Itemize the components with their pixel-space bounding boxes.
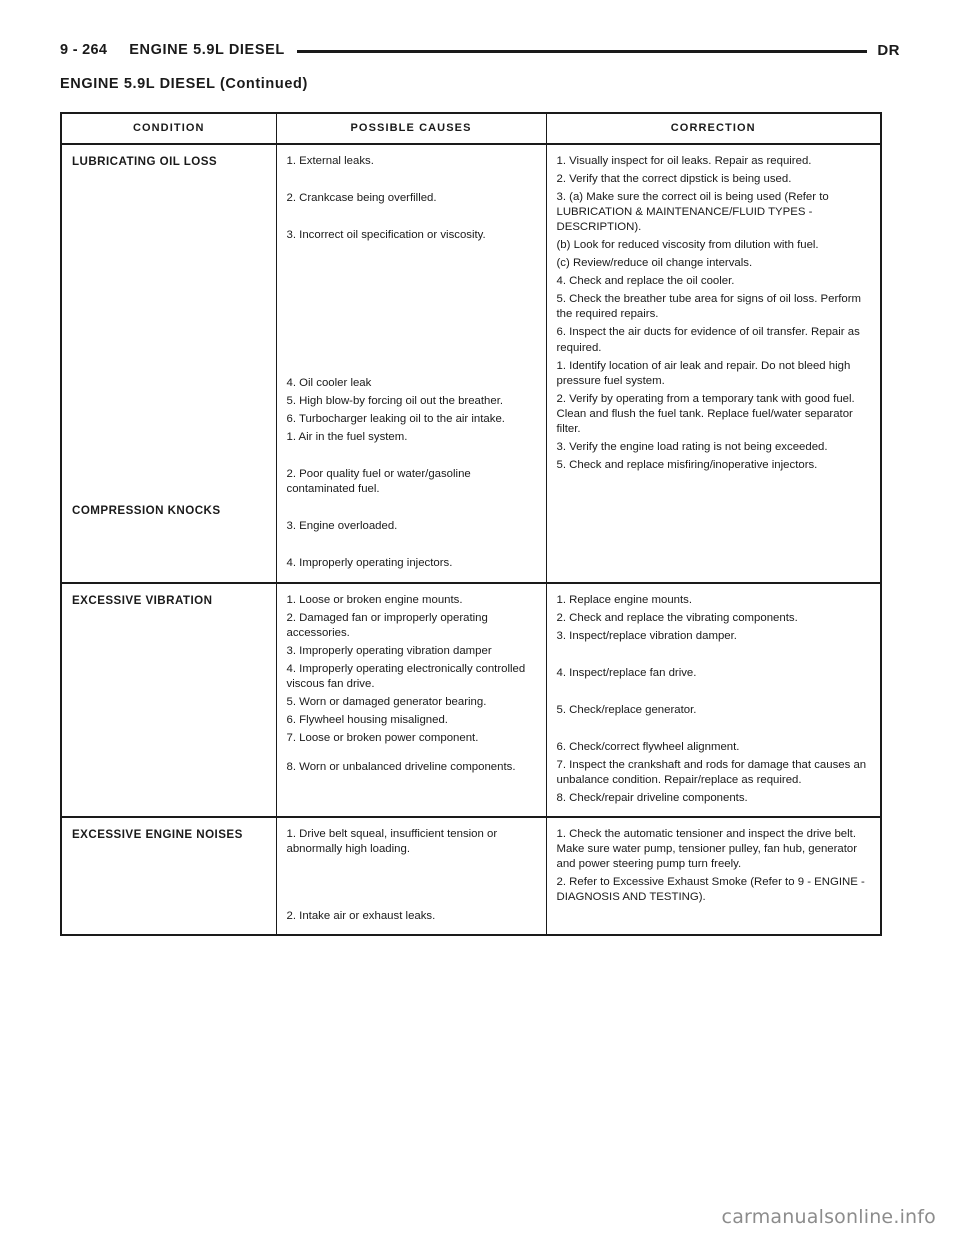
correction-cell (546, 817, 881, 935)
list-item: 4. Inspect/replace fan drive. (556, 666, 697, 679)
list-item: 2. Check and replace the vibrating components. (556, 611, 798, 624)
column-header-condition: CONDITION (61, 113, 276, 144)
table-header-row (61, 113, 881, 144)
header-rule (297, 50, 868, 53)
condition-label: EXCESSIVE ENGINE NOISES (72, 827, 243, 841)
list-item: 3. Improperly operating vibration damper (286, 644, 492, 657)
correction-cell (546, 583, 881, 817)
list-item: 5. Check/replace generator. (556, 703, 697, 716)
list-item: 6. Inspect the air ducts for evidence of oil transfer. Repair as required. (556, 326, 860, 354)
condition-cell (61, 144, 276, 583)
list-item: 1. External leaks. (286, 155, 374, 167)
list-item: 5. Check the breather tube area for signs of oil loss. Perform the required repairs. (556, 293, 862, 321)
list-item: (b) Look for reduced viscosity from dilution with fuel. (556, 239, 819, 252)
list-item: 2. Crankcase being overfilled. (286, 192, 437, 205)
site-watermark: carmanualsonline.info (721, 1206, 936, 1228)
corrections-list (557, 827, 871, 905)
list-item: 1. Visually inspect for oil leaks. Repair as required. (556, 155, 812, 167)
list-item: 2. Verify that the correct dipstick is being used. (556, 173, 792, 186)
list-item: 7. Inspect the crankshaft and rods for damage that causes an unbalance condition. Repair/replace as required. (556, 758, 867, 786)
list-item: 3. Incorrect oil specification or viscosity. (286, 229, 486, 242)
diagnostic-chart-table (60, 112, 882, 936)
list-item: 5. Worn or damaged generator bearing. (286, 695, 487, 708)
list-item: 6. Turbocharger leaking oil to the air intake. (286, 413, 505, 426)
column-header-correction: CORRECTION (546, 113, 881, 144)
running-title: ENGINE 5.9L DIESEL (129, 42, 285, 58)
list-item: 5. Check and replace misfiring/inoperative injectors. (556, 458, 818, 471)
condition-cell (61, 817, 276, 935)
running-header (60, 38, 900, 62)
correction-cell (546, 144, 881, 583)
condition-label: LUBRICATING OIL LOSS (72, 155, 218, 168)
condition-cell (61, 583, 276, 817)
list-item: 3. Verify the engine load rating is not being exceeded. (556, 440, 828, 453)
list-item: 1. Check the automatic tensioner and inspect the drive belt. Make sure water pump, tensioner pulley, fan hub, generator and power steering pump turn freely. (556, 827, 858, 871)
list-item: 1. Replace engine mounts. (556, 593, 693, 606)
list-item: 2. Verify by operating from a temporary tank with good fuel. Clean and flush the fuel tank. Replace fuel/water separator filter. (556, 392, 855, 435)
list-item: 1. Identify location of air leak and repair. Do not bleed high pressure fuel system. (556, 359, 851, 387)
list-item: 6. Flywheel housing misaligned. (286, 713, 448, 726)
column-header-possible-causes: POSSIBLE CAUSES (276, 113, 546, 144)
table-row (61, 817, 881, 935)
section-continued-heading: ENGINE 5.9L DIESEL (Continued) (60, 76, 308, 92)
possible-causes-cell (276, 144, 546, 583)
corrections-list (557, 593, 871, 806)
list-item: 6. Check/correct flywheel alignment. (556, 740, 740, 753)
list-item: 3. (a) Make sure the correct oil is being used (Refer to LUBRICATION & MAINTENANCE/FLUID TYPES - DESCRIPTION). (556, 191, 829, 234)
causes-list (287, 827, 536, 924)
causes-list (287, 154, 536, 572)
list-item: 4. Check and replace the oil cooler. (556, 275, 735, 288)
list-item: (c) Review/reduce oil change intervals. (556, 257, 753, 270)
list-item: 2. Intake air or exhaust leaks. (286, 910, 436, 923)
list-item: 5. High blow-by forcing oil out the breather. (286, 395, 504, 408)
condition-label: EXCESSIVE VIBRATION (72, 593, 213, 607)
list-item: 3. Inspect/replace vibration damper. (556, 629, 737, 642)
list-item: 3. Engine overloaded. (286, 520, 398, 533)
list-item: 7. Loose or broken power component. (286, 731, 479, 744)
diagnostic-table-wrapper (60, 112, 880, 936)
list-item: 2. Damaged fan or improperly operating accessories. (286, 611, 488, 639)
list-item: 2. Poor quality fuel or water/gasoline contaminated fuel. (286, 468, 471, 496)
list-item: 4. Oil cooler leak (286, 377, 372, 390)
page-folio: 9 - 264 (60, 42, 108, 58)
list-item: 1. Air in the fuel system. (286, 431, 408, 444)
condition-spacer (72, 170, 266, 503)
table-row (61, 583, 881, 817)
list-item: 8. Worn or unbalanced driveline components. (286, 760, 516, 773)
table-row (61, 144, 881, 583)
list-item: 2. Refer to Excessive Exhaust Smoke (Refer to 9 - ENGINE - DIAGNOSIS AND TESTING). (556, 876, 865, 904)
possible-causes-cell (276, 817, 546, 935)
brand-code: DR (877, 41, 900, 59)
list-item: 1. Drive belt squeal, insufficient tension or abnormally high loading. (286, 827, 498, 855)
possible-causes-cell (276, 583, 546, 817)
condition-label: COMPRESSION KNOCKS (72, 503, 221, 517)
list-item: 1. Loose or broken engine mounts. (286, 593, 463, 606)
list-item: 4. Improperly operating electronically controlled viscous fan drive. (286, 662, 526, 690)
corrections-list (557, 154, 871, 473)
list-item: 8. Check/repair driveline components. (556, 791, 748, 804)
causes-list (287, 593, 536, 775)
list-item: 4. Improperly operating injectors. (286, 557, 453, 570)
